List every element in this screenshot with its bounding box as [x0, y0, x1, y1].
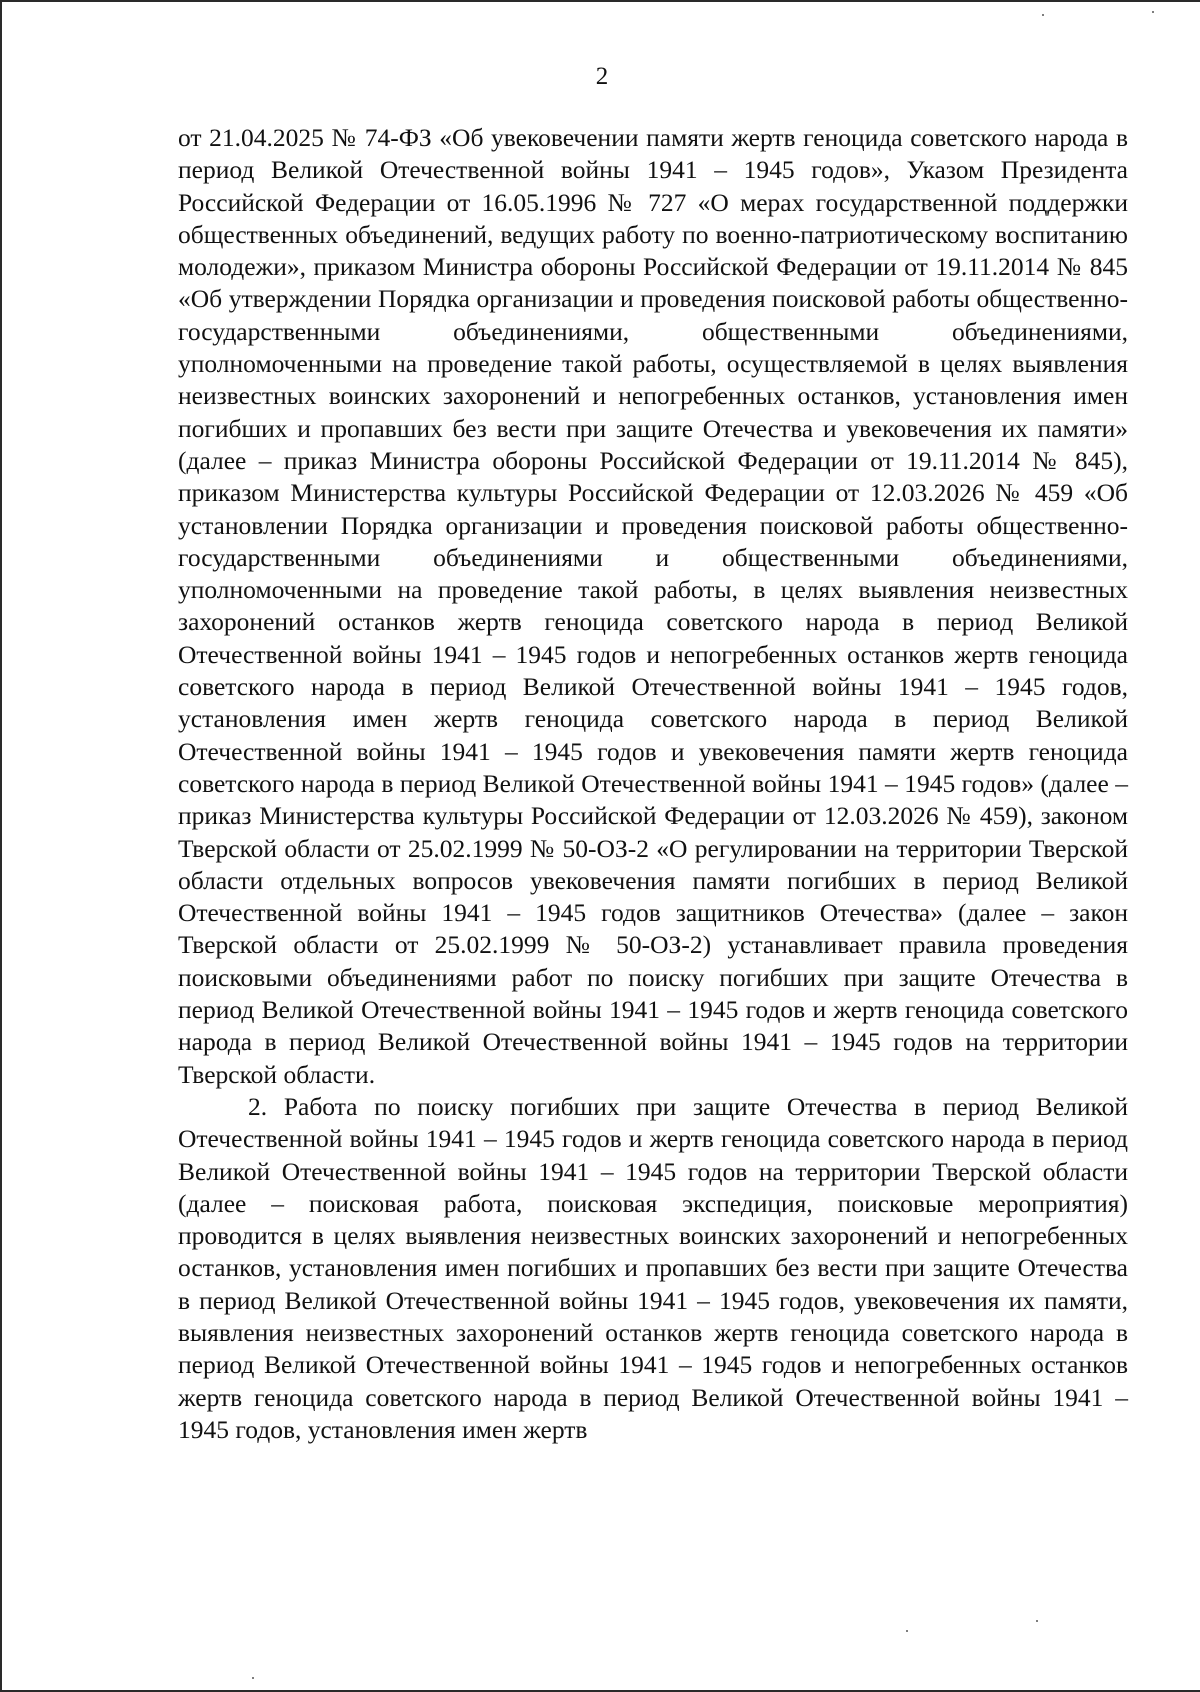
scan-speck: [252, 1677, 254, 1679]
document-body: [178, 122, 1128, 1446]
paragraph-item-2: 2. Работа по поиску погибших при защите Отечества в период Великой Отечественной войны 1941 – 1945 годов и жертв геноцида советского народа в период Великой Отечественной войны 1941 – 1945 годов на территории Тверской области (далее – поисковая работа, поисковая экспедиция, поисковые мероприятия) проводится в целях выявления неизвестных воинских захоронений и непогребенных останков, установления имен погибших и пропавших без вести при защите Отечества в период Великой Отечественной войны 1941 – 1945 годов, увековечения их памяти, выявления неизвестных захоронений останков жертв геноцида советского народа в период Великой Отечественной войны 1941 – 1945 годов и непогребенных останков жертв геноцида советского народа в период Великой Отечественной войны 1941 – 1945 годов, установления имен жертв: [178, 1091, 1128, 1444]
scan-speck: [1152, 11, 1154, 13]
scan-speck: [906, 1630, 908, 1632]
page-number: 2: [595, 63, 609, 90]
scan-speck: [1042, 14, 1044, 16]
scan-speck: [1036, 1620, 1038, 1622]
paragraph-continuation: от 21.04.2025 № 74-ФЗ «Об увековечении памяти жертв геноцида советского народа в период Великой Отечественной войны 1941 – 1945 годов», Указом Президента Российской Федерации от 16.05.1996 № 727 «О мерах государственной поддержки общественных объединений, ведущих работу по военно-патриотическому воспитанию молодежи», приказом Министра обороны Российской Федерации от 19.11.2014 № 845 «Об утверждении Порядка организации и проведения поисковой работы общественно-государственными объединениями, общественными объединениями, уполномоченными на проведение такой работы, осуществляемой в целях выявления неизвестных воинских захоронений и непогребенных останков, установления имен погибших и пропавших без вести при защите Отечества и увековечения их памяти» (далее – приказ Министра обороны Российской Федерации от 19.11.2014 № 845), приказом Министерства культуры Российской Федерации от 12.03.2026 № 459 «Об установлении Порядка организации и проведения поисковой работы общественно-государственными объединениями и общественными объединениями, уполномоченными на проведение такой работы, в целях выявления неизвестных захоронений останков жертв геноцида советского народа в период Великой Отечественной войны 1941 – 1945 годов и непогребенных останков жертв геноцида советского народа в период Великой Отечественной войны 1941 – 1945 годов, установления имен жертв геноцида советского народа в период Великой Отечественной войны 1941 – 1945 годов и увековечения памяти жертв геноцида советского народа в период Великой Отечественной войны 1941 – 1945 годов» (далее – приказ Министерства культуры Российской Федерации от 12.03.2026 № 459), законом Тверской области от 25.02.1999 № 50-ОЗ-2 «О регулировании на территории Тверской области отдельных вопросов увековечения памяти погибших в период Великой Отечественной войны 1941 – 1945 годов защитников Отечества» (далее – закон Тверской области от 25.02.1999 № 50-ОЗ-2) устанавливает правила проведения поисковыми объединениями работ по поиску погибших при защите Отечества в период Великой Отечественной войны 1941 – 1945 годов и жертв геноцида советского народа в период Великой Отечественной войны 1941 – 1945 годов на территории Тверской области.: [178, 123, 1128, 1089]
